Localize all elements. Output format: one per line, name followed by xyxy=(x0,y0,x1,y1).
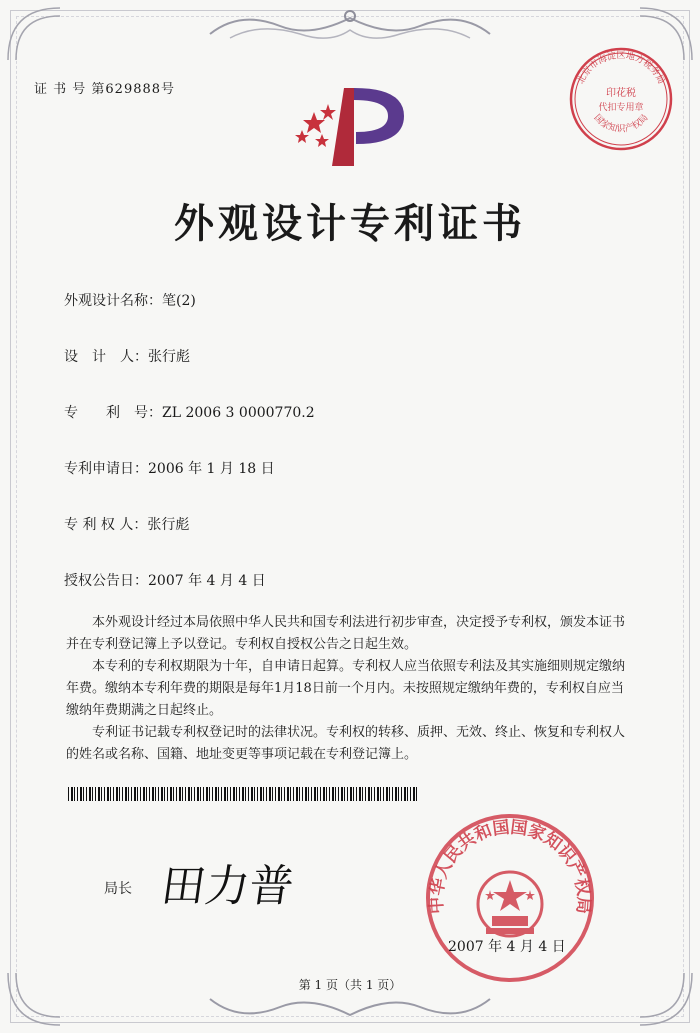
field-filing-date xyxy=(64,458,275,478)
svg-text:北京市海淀区地方税务局 xyxy=(574,49,666,86)
tax-stamp-seal xyxy=(566,44,676,154)
body-paragraph: 本专利的专利权期限为十年，自申请日起算。专利权人应当依照专利法及其实施细则规定缴纳年费。缴纳本专利年费的期限是每年1月18日前一个月内。未按照规定缴纳年费的，专利权自应当缴纳年费期满之日起终止。 xyxy=(66,659,626,718)
field-label: 授权公告日： xyxy=(64,573,148,589)
field-grant-date xyxy=(64,570,266,590)
stamp-bottom-text: 国家知识产权局 xyxy=(591,113,651,135)
top-ornament-icon xyxy=(200,4,500,48)
field-designer xyxy=(64,346,190,366)
field-value: 2007 年 4 月 4 日 xyxy=(148,573,266,589)
svg-text:国家知识产权局 xyxy=(592,112,651,134)
field-label: 设 计 人： xyxy=(64,349,148,365)
barcode xyxy=(68,787,418,801)
director-signature: 田力普 xyxy=(157,861,297,912)
field-label: 外观设计名称： xyxy=(64,293,162,309)
stamp-outer-text: 北京市海淀区地方税务局 xyxy=(576,51,666,86)
field-value: 笔(2) xyxy=(162,293,196,309)
director-label: 局长 xyxy=(104,881,132,897)
field-value: 2006 年 1 月 18 日 xyxy=(148,461,275,477)
national-emblem-icon xyxy=(478,872,542,936)
stamp-center-text-2: 代扣专用章 xyxy=(598,103,644,113)
issue-date: 2007 年 4 月 4 日 xyxy=(448,939,566,955)
seal-arc-text: 中华人民共和国国家知识产权局 xyxy=(426,817,594,915)
body-paragraph: 专利证书记载专利权登记时的法律状况。专利权的转移、质押、无效、终止、恢复和专利权人的姓名或名称、国籍、地址变更等事项记载在专利登记簿上。 xyxy=(66,725,626,762)
stamp-center-text-1: 印花税 xyxy=(606,88,636,99)
field-value: ZL 2006 3 0000770.2 xyxy=(162,405,315,421)
field-patentee xyxy=(64,514,189,534)
page-number: 第 1 页（共 1 页） xyxy=(298,978,402,992)
field-label: 专利申请日： xyxy=(64,461,148,477)
field-label: 专 利 权 人： xyxy=(64,517,148,533)
corner-ornament-icon xyxy=(4,4,64,64)
field-design-name xyxy=(64,290,196,310)
field-value: 张行彪 xyxy=(148,349,190,365)
office-seal xyxy=(424,812,596,984)
certificate-body xyxy=(66,612,636,766)
body-paragraph: 本外观设计经过本局依照中华人民共和国专利法进行初步审查，决定授予专利权，颁发本证书并在专利登记簿上予以登记。专利权自授权公告之日起生效。 xyxy=(66,615,626,652)
patent-office-logo-icon xyxy=(292,82,412,172)
field-value: 张行彪 xyxy=(147,517,190,533)
field-label: 专 利 号： xyxy=(64,405,162,421)
certificate-number: 证 书 号 第629888号 xyxy=(34,82,176,97)
field-patent-number xyxy=(64,402,315,422)
page-title: 外观设计专利证书 xyxy=(174,200,526,247)
